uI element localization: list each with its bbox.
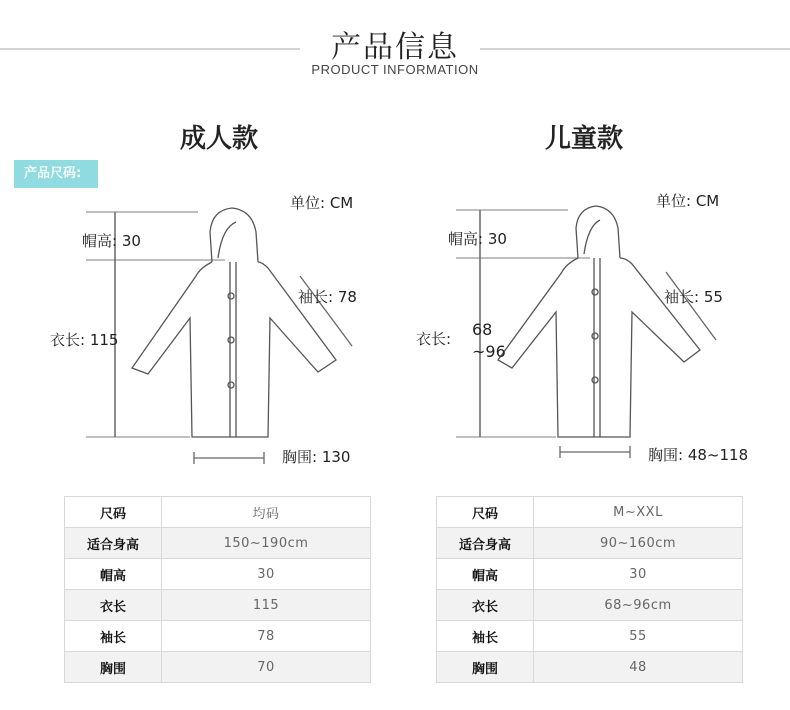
- table-key: 适合身高: [65, 528, 162, 559]
- table-row: [437, 621, 743, 652]
- adult-length: 衣长: 115: [50, 331, 119, 349]
- table-row: [65, 590, 371, 621]
- table-value: 30: [534, 559, 743, 590]
- table-value: 均码: [162, 497, 371, 528]
- table-value: 78: [162, 621, 371, 652]
- table-row: [437, 590, 743, 621]
- table-row: [65, 528, 371, 559]
- table-value: 115: [162, 590, 371, 621]
- table-row: [65, 497, 371, 528]
- child-unit: 单位: CM: [656, 192, 720, 210]
- adult-unit: 单位: CM: [290, 194, 354, 212]
- table-row: [65, 559, 371, 590]
- table-key: 胸围: [65, 652, 162, 683]
- table-key: 尺码: [65, 497, 162, 528]
- child-length-bottom: ~96: [472, 342, 506, 361]
- adult-hood-height: 帽高: 30: [82, 232, 141, 250]
- table-value: 90~160cm: [534, 528, 743, 559]
- table-row: [437, 497, 743, 528]
- table-key: 袖长: [437, 621, 534, 652]
- adult-chest: 胸围: 130: [282, 448, 351, 466]
- child-size-table: [436, 496, 743, 683]
- child-length-top: 68: [472, 320, 493, 339]
- table-value: 70: [162, 652, 371, 683]
- table-key: 适合身高: [437, 528, 534, 559]
- table-value: 48: [534, 652, 743, 683]
- table-row: [65, 652, 371, 683]
- table-value: 150~190cm: [162, 528, 371, 559]
- child-chest: 胸围: 48~118: [648, 446, 749, 464]
- table-key: 帽高: [65, 559, 162, 590]
- child-hood-height: 帽高: 30: [448, 230, 507, 248]
- table-row: [437, 652, 743, 683]
- page-title: 产品信息: [331, 30, 459, 65]
- adult-sleeve: 袖长: 78: [298, 288, 357, 306]
- table-row: [437, 559, 743, 590]
- adult-title: 成人款: [180, 124, 259, 154]
- size-badge: 产品尺码:: [14, 160, 98, 188]
- table-key: 袖长: [65, 621, 162, 652]
- adult-size-table: [64, 496, 371, 683]
- table-value: M~XXL: [534, 497, 743, 528]
- page-subtitle: PRODUCT INFORMATION: [311, 62, 479, 77]
- child-title: 儿童款: [545, 124, 624, 154]
- table-key: 帽高: [437, 559, 534, 590]
- table-row: [65, 621, 371, 652]
- child-length-label: 衣长:: [416, 330, 452, 348]
- table-key: 尺码: [437, 497, 534, 528]
- table-value: 55: [534, 621, 743, 652]
- table-key: 衣长: [437, 590, 534, 621]
- table-key: 胸围: [437, 652, 534, 683]
- table-value: 30: [162, 559, 371, 590]
- child-sleeve: 袖长: 55: [664, 288, 723, 306]
- table-value: 68~96cm: [534, 590, 743, 621]
- table-row: [437, 528, 743, 559]
- table-key: 衣长: [65, 590, 162, 621]
